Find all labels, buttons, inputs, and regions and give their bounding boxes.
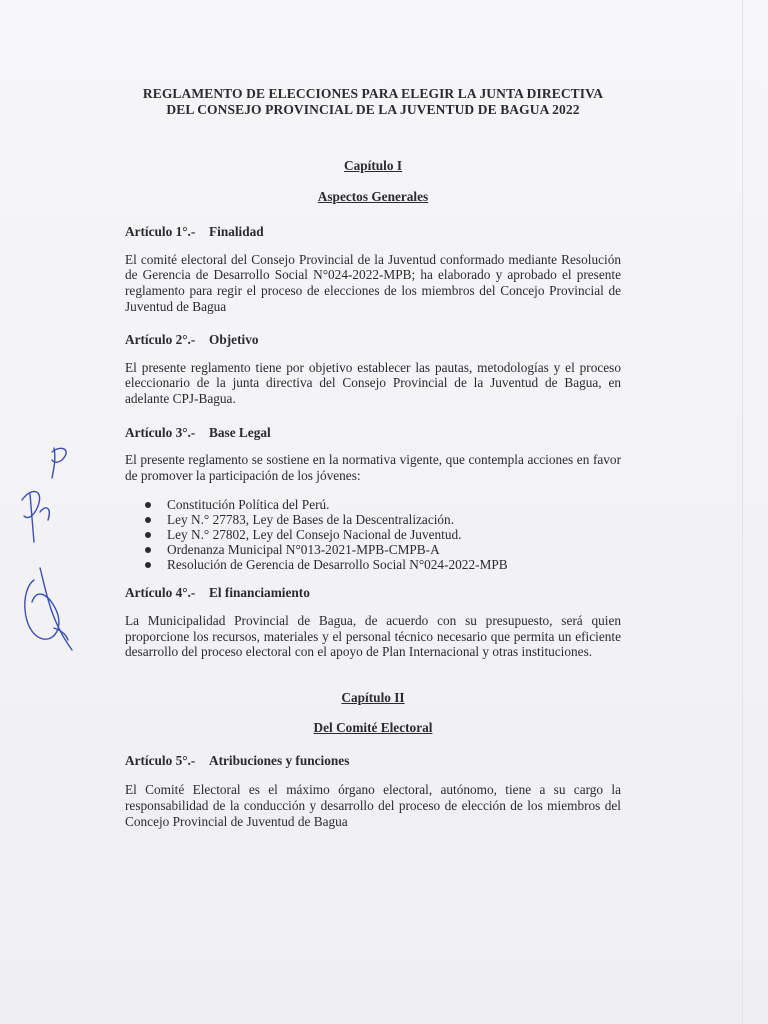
chapter-1-heading: Capítulo I <box>343 158 402 173</box>
list-item: Ley N.° 27802, Ley del Consejo Nacional de Juventud. <box>145 527 621 542</box>
chapter-2-subheading: Del Comité Electoral <box>313 720 433 736</box>
article-2-heading <box>125 332 621 348</box>
article-name: Finalidad <box>209 224 264 240</box>
article-4-heading <box>125 585 621 601</box>
page-edge <box>742 0 743 1024</box>
article-5-text: El Comité Electoral es el máximo órgano electoral, autónomo, tiene a su cargo la responsabilidad de la conducción y desarrollo del proceso de elección de los miembros del Concejo Provincial de Juventud de Bagua <box>125 782 621 829</box>
legal-bases-list <box>125 497 621 572</box>
article-3-text: El presente reglamento se sostiene en la normativa vigente, que contempla acciones en favor de promover la participación de los jóvenes: <box>125 452 621 483</box>
article-name: Atribuciones y funciones <box>209 752 350 768</box>
chapter-2-heading: Capítulo II <box>341 689 405 705</box>
chapter-1-subheading: Aspectos Generales <box>317 188 429 204</box>
list-item: Constitución Política del Perú. <box>145 497 621 512</box>
handwritten-signature <box>10 430 90 670</box>
list-item: Ordenanza Municipal N°013-2021-MPB-CMPB-A <box>145 542 621 557</box>
article-number: Artículo 5°.- <box>125 752 196 768</box>
article-name: Objetivo <box>209 332 259 348</box>
article-1-heading <box>125 224 621 240</box>
article-number: Artículo 3°.- <box>125 424 196 440</box>
list-item: Ley N.° 27783, Ley de Bases de la Descentralización. <box>145 512 621 527</box>
list-item: Resolución de Gerencia de Desarrollo Social N°024-2022-MPB <box>145 557 621 572</box>
document-title <box>125 86 621 118</box>
bullet-icon <box>145 547 151 553</box>
title-line-1: REGLAMENTO DE ELECCIONES PARA ELEGIR LA JUNTA DIRECTIVA <box>142 86 604 101</box>
article-number: Artículo 1°.- <box>125 224 196 240</box>
bullet-icon <box>145 562 151 568</box>
bullet-icon <box>145 517 151 523</box>
article-4-text: La Municipalidad Provincial de Bagua, de acuerdo con su presupuesto, será quien proporcione los recursos, materiales y el personal técnico necesario que permita un eficiente desarrollo del proceso electoral con el apoyo de Plan Internacional y otras instituciones. <box>125 612 621 660</box>
title-line-2: DEL CONSEJO PROVINCIAL DE LA JUVENTUD DE BAGUA 2022 <box>166 102 580 117</box>
article-number: Artículo 4°.- <box>125 585 196 601</box>
article-number: Artículo 2°.- <box>125 332 196 348</box>
bullet-icon <box>145 502 151 508</box>
article-name: Base Legal <box>209 424 271 440</box>
article-3-heading <box>125 425 621 441</box>
document-body <box>125 86 621 829</box>
article-name: El financiamiento <box>209 585 310 601</box>
article-2-text: El presente reglamento tiene por objetivo establecer las pautas, metodologías y el proceso eleccionario de la junta directiva del Consejo Provincial de la Juventud de Bagua, en adelante CPJ-Bagua. <box>125 359 621 406</box>
article-1-text: El comité electoral del Consejo Provincial de la Juventud conformado mediante Resolución de Gerencia de Desarrollo Social N°024-2022-MPB; ha elaborado y aprobado el presente reglamento para regir el proceso de elecciones de los miembros del Concejo Provincial de Juventud de Bagua <box>125 251 621 314</box>
bullet-icon <box>145 532 151 538</box>
article-5-heading <box>125 753 621 769</box>
